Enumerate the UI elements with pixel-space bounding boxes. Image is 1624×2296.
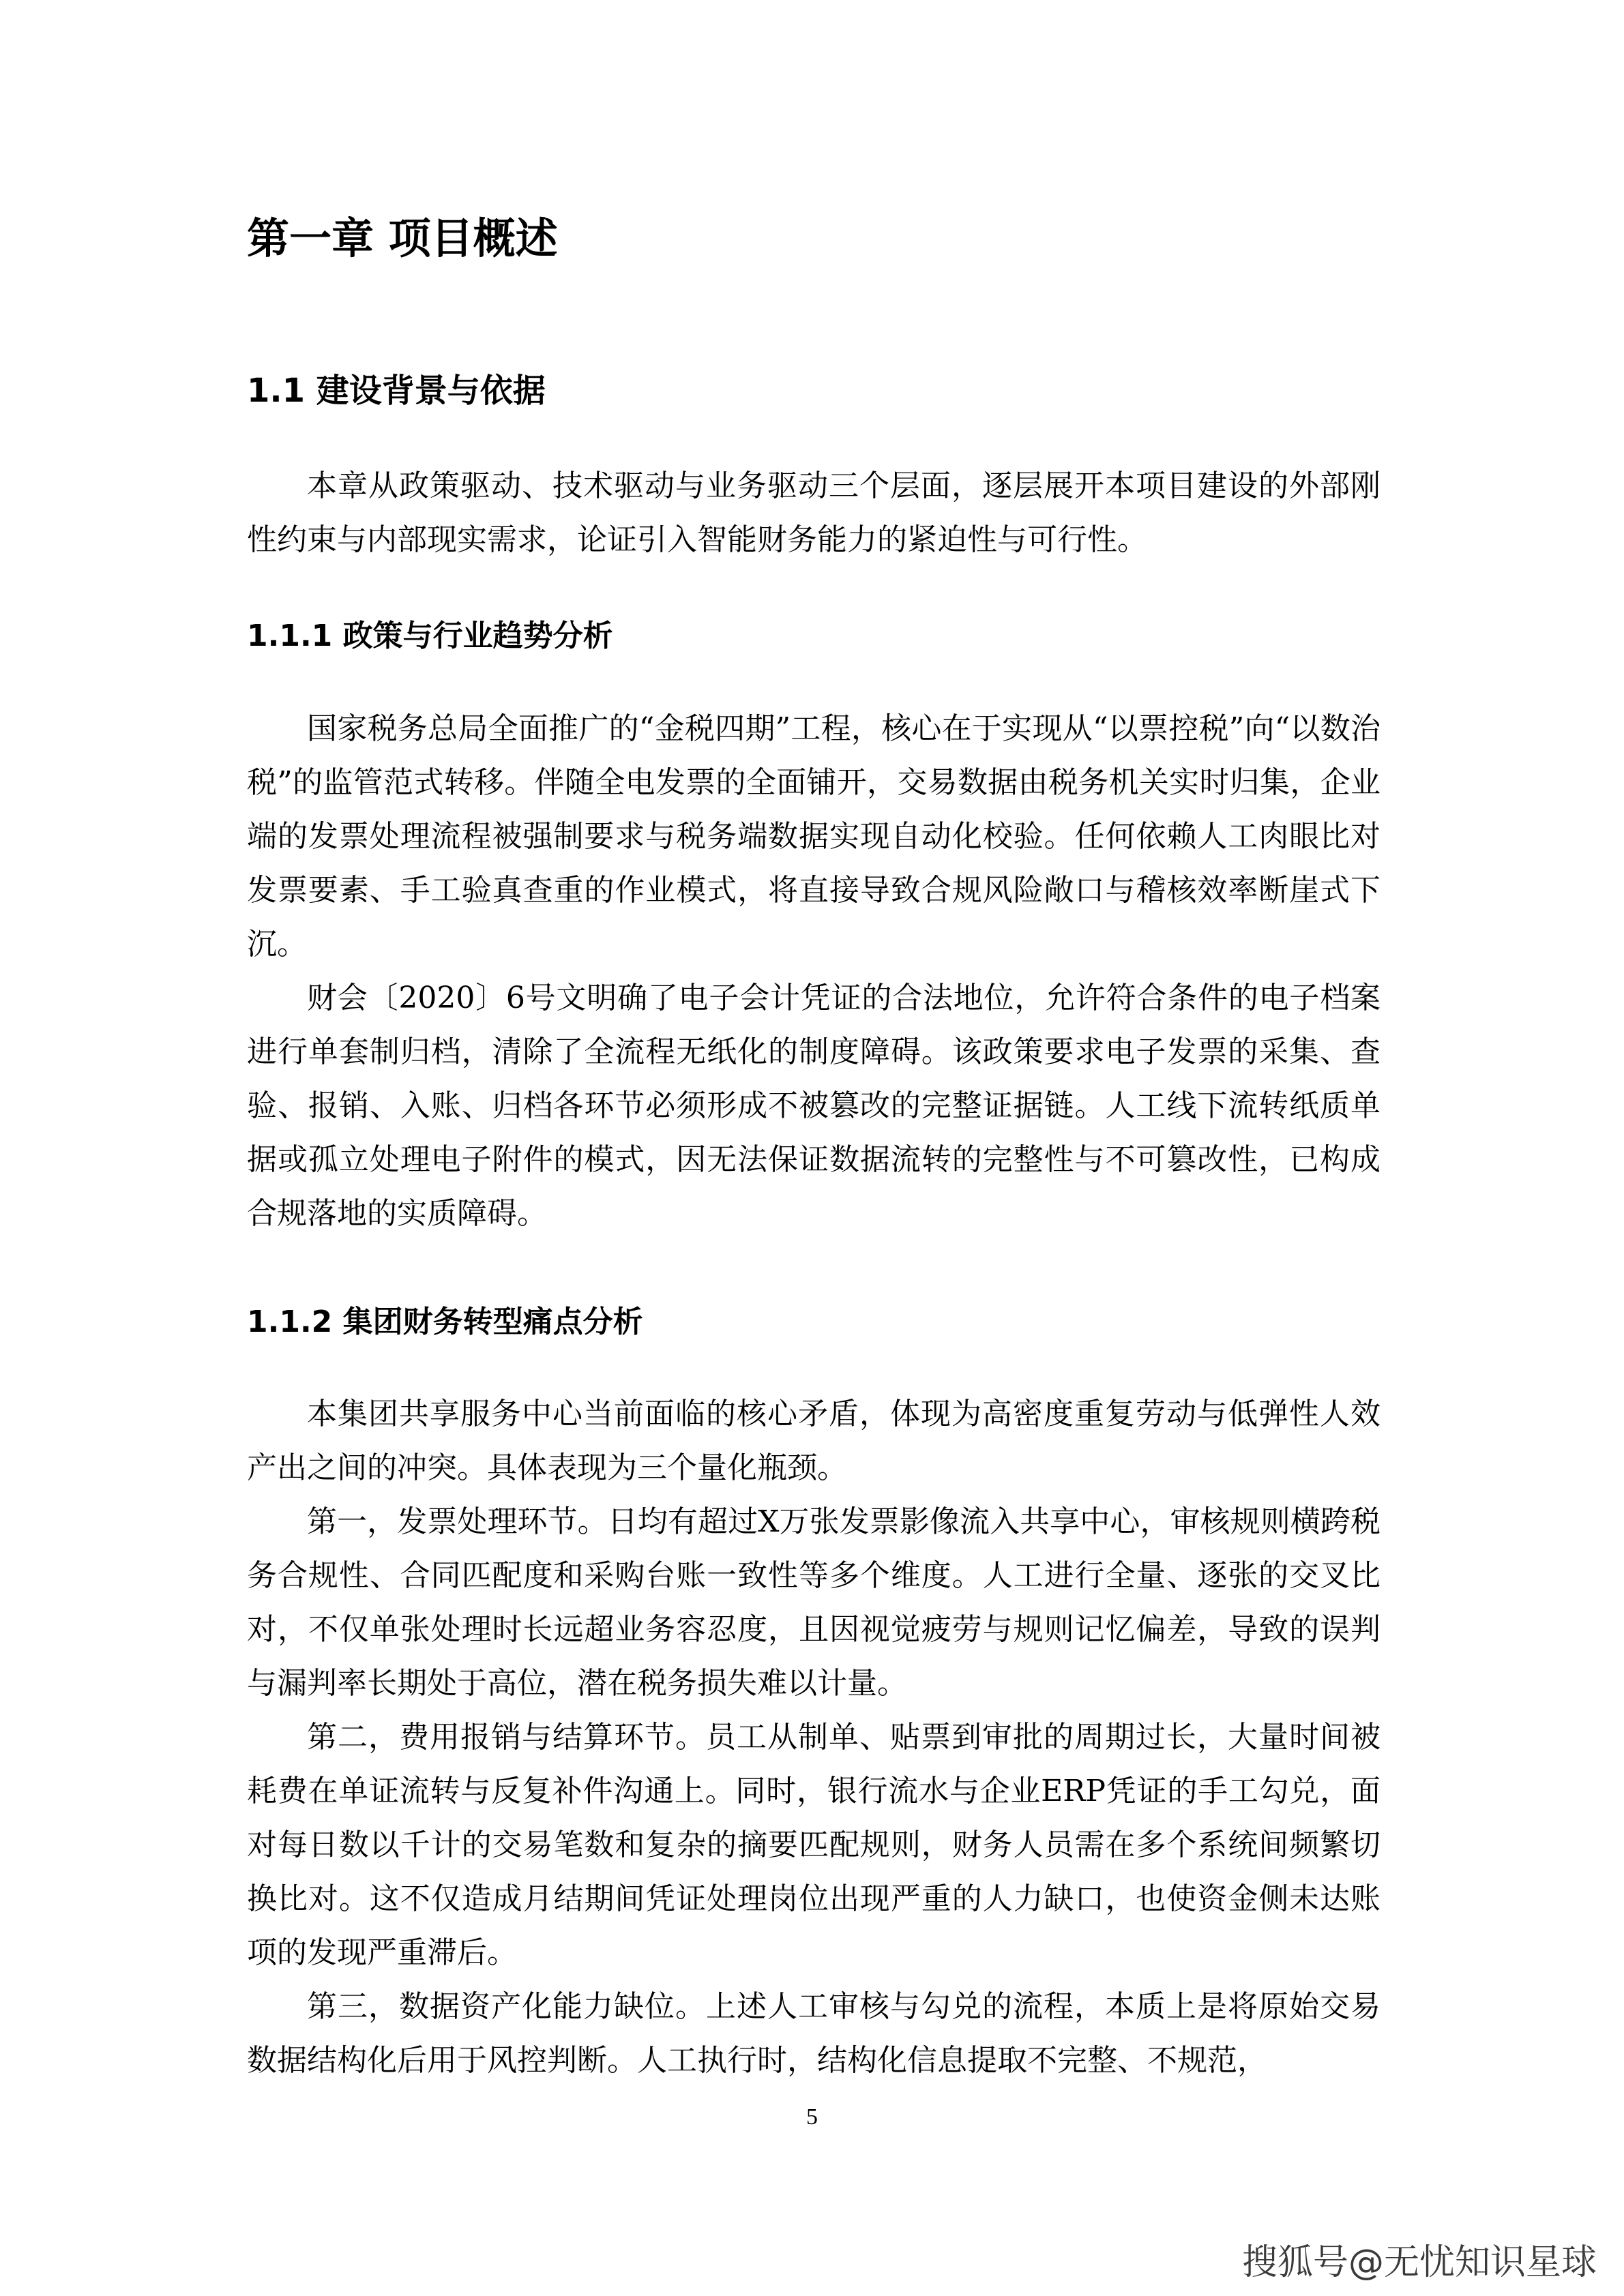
chapter-title: 第一章 项目概述 xyxy=(247,213,558,263)
section-heading-1-1-1: 1.1.1 政策与行业趋势分析 xyxy=(247,618,613,653)
section-1-1-2-paragraph: 本集团共享服务中心当前面临的核心矛盾，体现为高密度重复劳动与低弹性人效产出之间的冲突。具体表现为三个量化瓶颈。 xyxy=(247,1397,1381,1485)
section-1-1-2-paragraph: 第一，发票处理环节。日均有超过X万张发票影像流入共享中心，审核规则横跨税务合规性、合同匹配度和采购台账一致性等多个维度。人工进行全量、逐张的交叉比对，不仅单张处理时长远超业务容忍度，且因视觉疲劳与规则记忆偏差，导致的误判与漏判率长期处于高位，潜在税务损失难以计量。 xyxy=(247,1504,1381,1701)
section-1-1-1-paragraph: 国家税务总局全面推广的“金税四期”工程，核心在于实现从“以票控税”向“以数治税”的监管范式转移。伴随全电发票的全面铺开，交易数据由税务机关实时归集，企业端的发票处理流程被强制要求与税务端数据实现自动化校验。任何依赖人工肉眼比对发票要素、手工验真查重的作业模式，将直接导致合规风险敞口与稽核效率断崖式下沉。 xyxy=(247,711,1381,961)
section-heading-1-1-2: 1.1.2 集团财务转型痛点分析 xyxy=(247,1304,643,1339)
section-1-1-paragraph: 本章从政策驱动、技术驱动与业务驱动三个层面，逐层展开本项目建设的外部刚性约束与内部现实需求，论证引入智能财务能力的紧迫性与可行性。 xyxy=(247,468,1381,557)
section-1-1-2-paragraph: 第二，费用报销与结算环节。员工从制单、贴票到审批的周期过长，大量时间被耗费在单证流转与反复补件沟通上。同时，银行流水与企业ERP凭证的手工勾兑，面对每日数以千计的交易笔数和复杂的摘要匹配规则，财务人员需在多个系统间频繁切换比对。这不仅造成月结期间凭证处理岗位出现严重的人力缺口，也使资金侧未达账项的发现严重滞后。 xyxy=(247,1720,1381,1970)
section-heading-1-1: 1.1 建设背景与依据 xyxy=(247,372,546,410)
page-number: 5 xyxy=(806,2104,818,2130)
watermark-text: 搜狐号@无忧知识星球 xyxy=(1241,2242,1597,2283)
section-1-1-1-paragraph: 财会〔2020〕6号文明确了电子会计凭证的合法地位，允许符合条件的电子档案进行单套制归档，清除了全流程无纸化的制度障碍。该政策要求电子发票的采集、查验、报销、入账、归档各环节必须形成不被篡改的完整证据链。人工线下流转纸质单据或孤立处理电子附件的模式，因无法保证数据流转的完整性与不可篡改性，已构成合规落地的实质障碍。 xyxy=(247,981,1381,1231)
section-1-1-2-paragraph: 第三，数据资产化能力缺位。上述人工审核与勾兑的流程，本质上是将原始交易数据结构化后用于风控判断。人工执行时，结构化信息提取不完整、不规范， xyxy=(247,1989,1381,2078)
